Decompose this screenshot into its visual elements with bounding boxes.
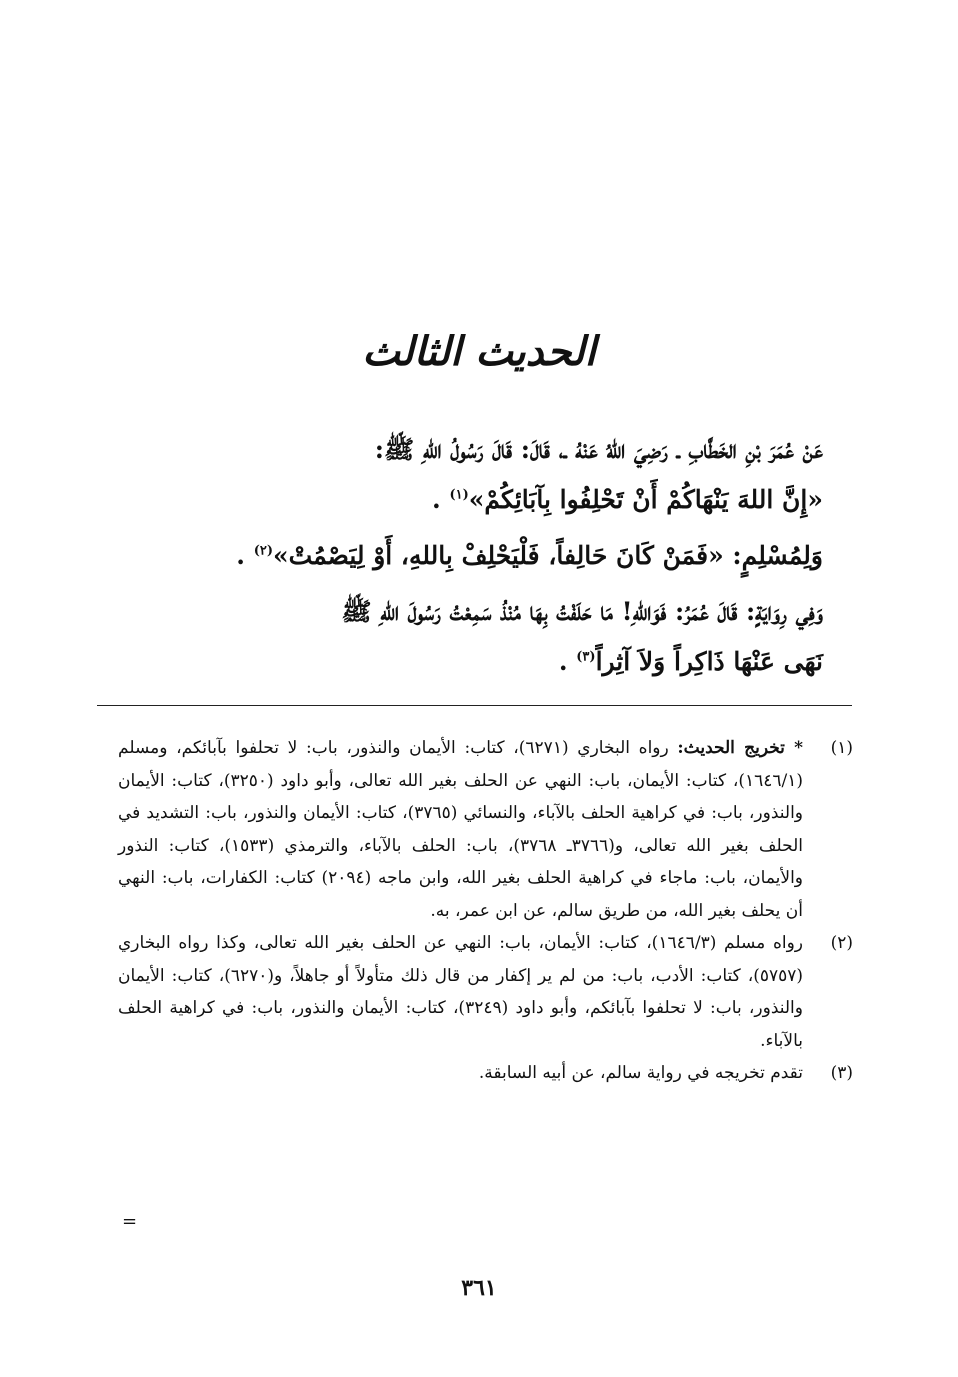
footnote-text: رواه مسلم (١٦٤٦/٣)، كتاب: الأيمان، باب: النهي عن الحلف بغير الله تعالى، وكذا رواه البخاري (٥٧٥٧)، كتاب: الأدب، باب: من لم ير إكفار من قال ذلك متأولاً أو جاهلاً، و(٦٢٧٠)، كتاب: الأيمان والنذور، باب: لا تحلفوا بآبائكم، وأبو داود (٣٢٤٩)، كتاب: الأيمان والنذور، باب: في كراهية الحلف بالآباء. xyxy=(118,933,804,1051)
hadith-p1-end: . xyxy=(432,485,441,514)
hadith-p2-text: وَلِمُسْلِمٍ: «فَمَنْ كَانَ حَالِفاً، فَلْيَحْلِفْ بِاللهِ، أَوْ لِيَصْمُتْ» xyxy=(273,541,823,570)
hadith-p3-text: نَهَى عَنْهَا ذَاكِراً وَلاَ آثِراً xyxy=(595,647,823,676)
footnote-3 xyxy=(118,1057,853,1090)
footnote-ref-3: (٣) xyxy=(576,649,596,665)
hadith-p3-line2 xyxy=(133,637,823,687)
footnote-number: (٣) xyxy=(830,1063,853,1083)
hadith-heading: الحديث الثالث xyxy=(362,328,596,375)
hadith-p2-end: . xyxy=(236,541,246,570)
footnote-text: تقدم تخريجه في رواية سالم، عن أبيه السابقة. xyxy=(478,1063,803,1083)
footnote-number: (١) xyxy=(830,738,853,758)
footnote-lead: * تخريج الحديث: xyxy=(677,738,803,758)
page-number: ٣٦١ xyxy=(461,1275,497,1301)
footnote-2 xyxy=(118,927,853,1057)
hadith-p3-end: . xyxy=(558,647,568,676)
hadith-p1-line1: عَنْ عُمَرَ بْنِ الخَطَّابِ ـ رَضِيَ اللهُ عَنْهُ ـ، قَالَ: قَالَ رَسُولُ اللهِ ﷺ: xyxy=(374,435,823,464)
footnote-body xyxy=(118,1057,803,1090)
hadith-paragraph-3 xyxy=(133,587,823,687)
footnote-separator xyxy=(97,705,852,706)
hadith-p1-line2 xyxy=(133,475,823,525)
footnote-text: رواه البخاري (٦٢٧١)، كتاب: الأيمان والنذور، باب: لا تحلفوا بآبائكم، ومسلم (١٦٤٦/١)، كتاب: الأيمان، باب: النهي عن الحلف بغير الله تعالى، وأبو داود (٣٢٥٠)، كتاب: الأيمان والنذور، باب: في كراهية الحلف بالآباء، والنسائي (٣٧٦٥)، كتاب: الأيمان والنذور، باب: التشديد في الحلف بغير الله تعالى، و(٣٧٦٦ـ ٣٧٦٨)، باب: الحلف بالآباء، والترمذي (١٥٣٣)، كتاب: النذور والأيمان، باب: ماجاء في كراهية الحلف بغير الله، وابن ماجه (٢٠٩٤) كتاب: الكفارات، باب: النهي أن يحلف بغير الله، من طريق سالم، عن ابن عمر، به. xyxy=(118,738,804,921)
hadith-paragraph-1 xyxy=(133,425,823,525)
footnote-1 xyxy=(118,732,853,927)
hadith-p1-text: «إِنَّ اللهَ يَنْهَاكُمْ أَنْ تَحْلِفُوا بِآبَائِكُمْ» xyxy=(468,485,823,514)
hadith-p2-line xyxy=(133,531,823,581)
footnote-body xyxy=(118,732,803,927)
continuation-mark: = xyxy=(122,1211,138,1232)
hadith-paragraph-2 xyxy=(133,531,823,581)
footnote-number: (٢) xyxy=(830,933,853,953)
hadith-p3-line1: وَفِي رِوَايَةٍ: قَالَ عُمَرُ: فَوَاللهِ! مَا حَلَفْتُ بِهَا مُنْذُ سَمِعْتُ رَسُولَ اللهِ ﷺ xyxy=(341,597,823,626)
footnote-ref-2: (٢) xyxy=(253,543,274,559)
hadith-text xyxy=(133,425,823,693)
footnote-ref-1: (١) xyxy=(449,487,469,503)
footnotes xyxy=(118,732,853,1090)
footnote-body xyxy=(118,927,803,1057)
